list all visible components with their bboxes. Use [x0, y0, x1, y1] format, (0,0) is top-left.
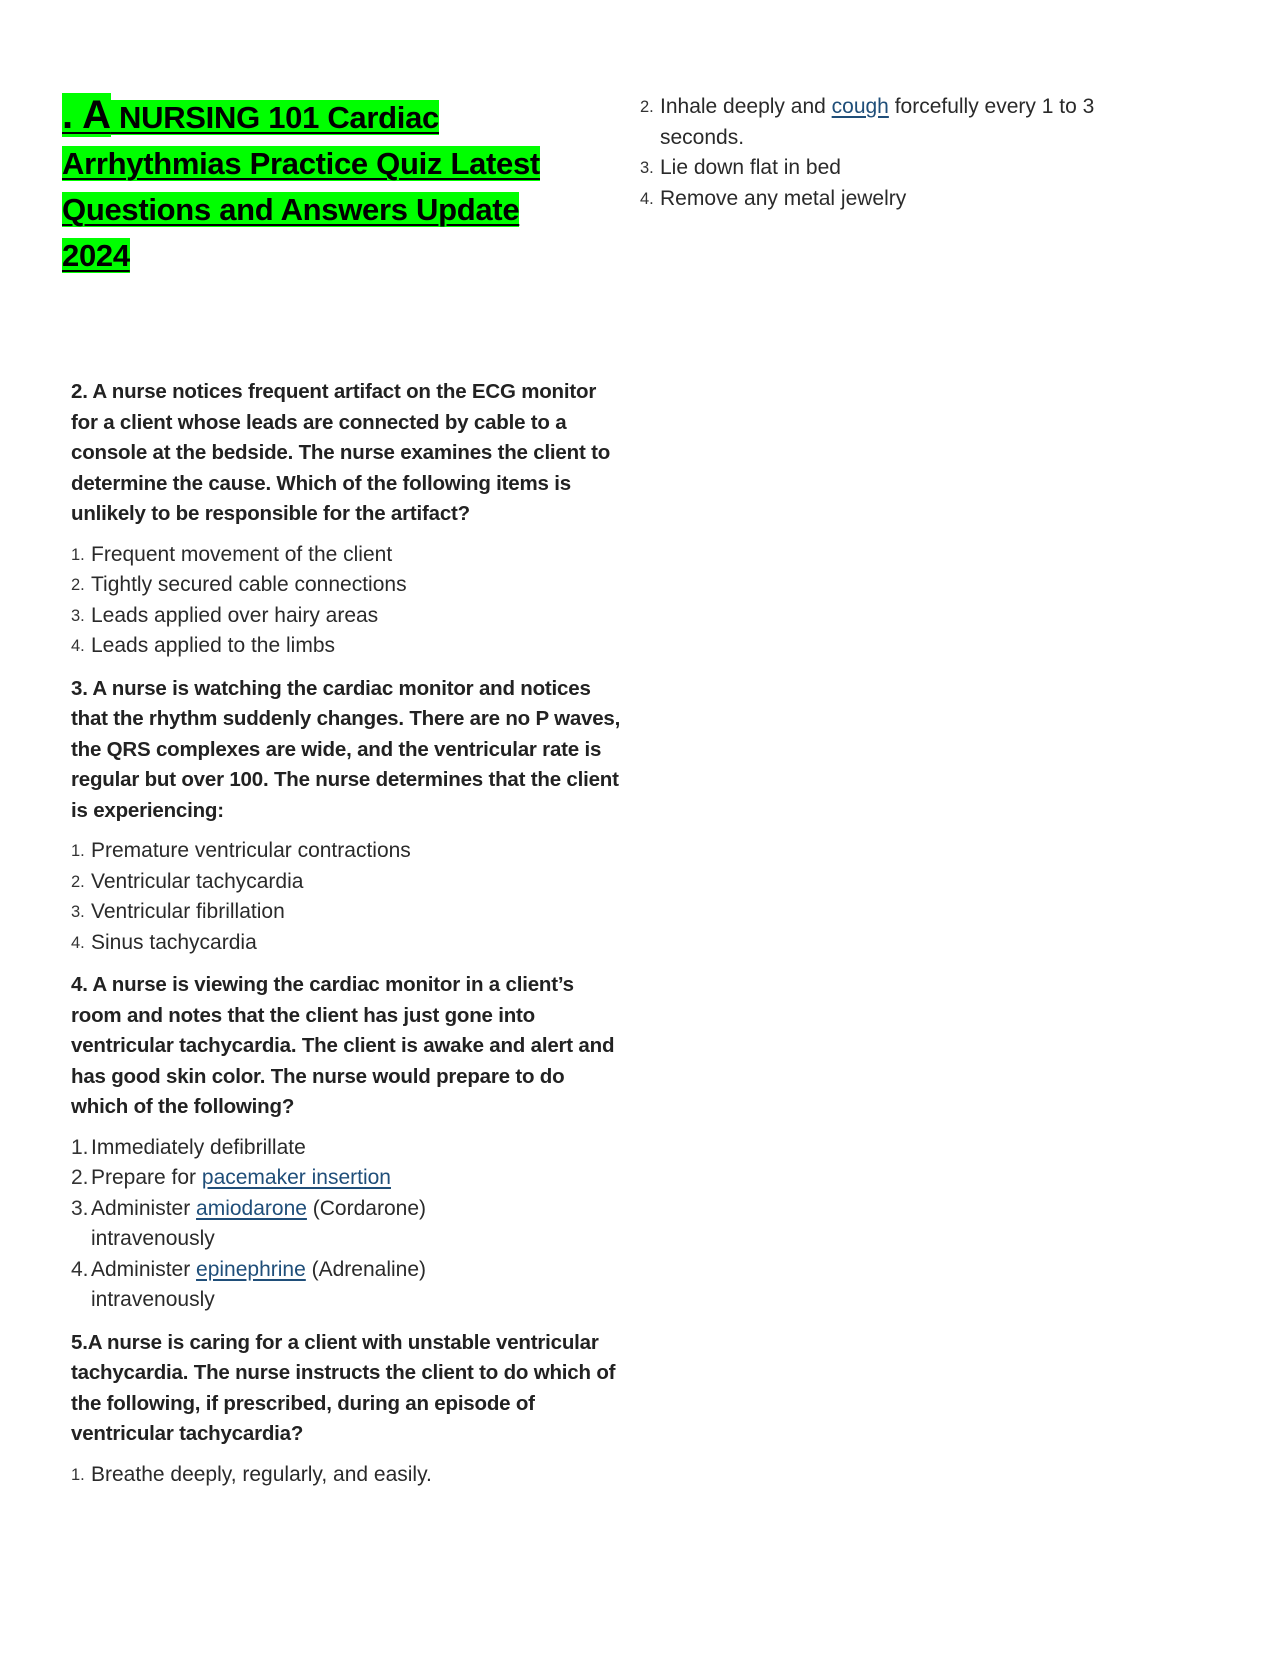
- question-4: 4. A nurse is viewing the cardiac monitor in a client’s room and notes that the client has just gone into ventricular tachycardia. The client is awake and alert and has good skin color. The nurse would prepare to do which of the following?: [71, 973, 615, 1118]
- option: 4. Administer epinephrine (Adrenaline) intravenously: [71, 1257, 427, 1311]
- title-line-2: Arrhythmias Practice Quiz Latest: [62, 146, 540, 181]
- option: 2. Prepare for pacemaker insertion: [71, 1166, 391, 1189]
- question-2: 2. A nurse notices frequent artifact on the ECG monitor for a client whose leads are connected by cable to a console at the bedside. The nurse examines the client to determine the cause. Which of the following items is unlikely to be responsible for the artifact?: [71, 380, 611, 525]
- question-2-options: [71, 540, 622, 662]
- question-4-options: [71, 1133, 471, 1316]
- question-5: 5.A nurse is caring for a client with unstable ventricular tachycardia. The nurse instructs the client to do which of the following, if prescribed, during an episode of ventricular tachycardia?: [71, 1330, 616, 1445]
- option: 4. Leads applied to the limbs: [71, 634, 335, 657]
- link-amiodarone[interactable]: amiodarone: [196, 1196, 307, 1220]
- right-column: [640, 92, 1200, 226]
- question-5-options-part-1: [71, 1460, 622, 1491]
- title-line-1: NURSING 101 Cardiac: [110, 100, 439, 135]
- question-3: 3. A nurse is watching the cardiac monitor and notices that the rhythm suddenly changes. There are no P waves, the QRS complexes are wide, and the ventricular rate is regular but over 100. The nurse determines that the client is experiencing:: [71, 676, 621, 822]
- title-line-3: Questions and Answers Update: [62, 192, 520, 227]
- option: 3. Lie down flat in bed: [640, 156, 841, 179]
- option: 1. Immediately defibrillate: [71, 1135, 306, 1159]
- question-5-options-part-2: [640, 92, 1130, 214]
- option: 1. Breathe deeply, regularly, and easily.: [71, 1462, 432, 1486]
- document-title: [62, 92, 622, 279]
- option: 2. Inhale deeply and cough forcefully every 1 to 3 seconds.: [640, 95, 1095, 149]
- question-3-options: [71, 836, 622, 958]
- option: 3. Administer amiodarone (Cordarone) intravenously: [71, 1196, 426, 1250]
- link-epinephrine[interactable]: epinephrine: [196, 1257, 306, 1281]
- option: 4. Sinus tachycardia: [71, 930, 257, 954]
- left-column: [62, 92, 622, 1502]
- title-line-4: 2024: [62, 238, 130, 273]
- questions-list: [62, 377, 622, 1490]
- option: 2. Tightly secured cable connections: [71, 573, 407, 596]
- link-cough[interactable]: cough: [831, 95, 889, 118]
- option: 1. Premature ventricular contractions: [71, 839, 411, 862]
- option: 1. Frequent movement of the client: [71, 542, 393, 566]
- link-pacemaker-insertion[interactable]: pacemaker insertion: [201, 1166, 391, 1189]
- option: 4. Remove any metal jewelry: [640, 186, 907, 210]
- title-prefix: . A: [62, 93, 111, 137]
- option: 3. Leads applied over hairy areas: [71, 603, 379, 627]
- option: 2. Ventricular tachycardia: [71, 869, 304, 893]
- option: 3. Ventricular fibrillation: [71, 900, 285, 923]
